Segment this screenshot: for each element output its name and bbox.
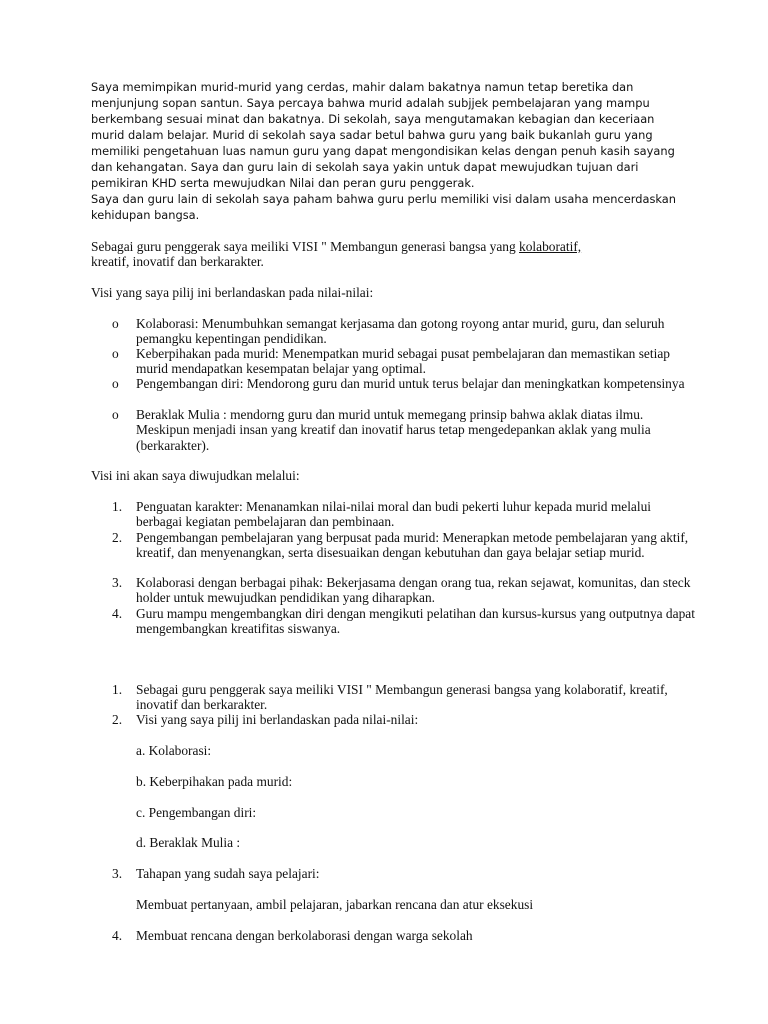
- realization-item-text: Penguatan karakter: Menanamkan nilai-nilai moral dan budi pekerti luhur kepada murid melalui berbagai kegiatan pembelajaran dan pembinaan.: [136, 499, 651, 530]
- bullet-marker: o: [112, 407, 119, 422]
- summary-item: [112, 866, 696, 881]
- realization-heading: Visi ini akan saya diwujudkan melalui:: [91, 468, 300, 483]
- realization-item-text: Guru mampu mengembangkan diri dengan mengikuti pelatihan dan kursus-kursus yang outputnya dapat mengembangkan kreatifitas siswanya.: [136, 606, 695, 637]
- list-number: 1.: [112, 499, 123, 514]
- list-number: 2.: [112, 712, 123, 727]
- list-number: 3.: [112, 575, 123, 590]
- list-number: 1.: [112, 682, 123, 697]
- realization-item: [112, 606, 696, 637]
- list-number: 4.: [112, 606, 123, 621]
- value-item: [112, 376, 696, 391]
- realization-item: [112, 575, 696, 606]
- stages-detail: Membuat pertanyaan, ambil pelajaran, jabarkan rencana dan atur eksekusi: [136, 897, 534, 912]
- summary-item-text: Tahapan yang sudah saya pelajari:: [136, 866, 320, 881]
- summary-item-text: Sebagai guru penggerak saya meiliki VISI " Membangun generasi bangsa yang kolaboratif, kreatif, inovatif dan berkarakter.: [136, 682, 668, 713]
- value-item-text: Beraklak Mulia : mendorng guru dan murid untuk memegang prinsip bahwa aklak diatas ilmu. Meskipun menjadi insan yang kreatif dan inovatif harus tetap mengedepankan aklak yang mulia (berkarakter).: [136, 407, 651, 453]
- summary-item: [112, 712, 696, 727]
- summary-item-text: Membuat rencana dengan berkolaborasi dengan warga sekolah: [136, 928, 473, 943]
- value-item-text: Pengembangan diri: Mendorong guru dan murid untuk terus belajar dan meningkatkan kompetensinya: [136, 376, 685, 391]
- bullet-marker: o: [112, 346, 119, 361]
- sub-item-a: a. Kolaborasi:: [136, 743, 212, 758]
- vision-text-end: kreatif, inovatif dan berkarakter.: [91, 254, 264, 270]
- summary-item: [112, 682, 696, 713]
- vision-text-underlined: kolaboratif,: [519, 239, 582, 254]
- list-number: 2.: [112, 530, 123, 545]
- vision-statement: [91, 239, 691, 270]
- summary-item: [112, 928, 696, 943]
- realization-item: [112, 530, 696, 561]
- intro-paragraph-1: Saya memimpikan murid-murid yang cerdas, mahir dalam bakatnya namun tetap beretika dan menjunjung sopan santun. Saya percaya bahwa murid adalah subjjek pembelajaran yang mampu berkembang sesuai minat dan bakatnya. Di sekolah, saya mengutamakan kebagian dan keceriaan murid dalam belajar. Murid di sekolah saya sadar betul bahwa guru yang baik bukanlah guru yang memiliki pengetahuan luas namun guru yang dapat mengondisikan kelas dengan penuh kasih sayang dan kehangatan. Saya dan guru lain di sekolah saya yakin untuk dapat mewujudkan tujuan dari pemikiran KHD serta mewujudkan Nilai dan peran guru penggerak.: [91, 80, 675, 190]
- summary-item-text: Visi yang saya pilij ini berlandaskan pada nilai-nilai:: [136, 712, 419, 727]
- values-heading: Visi yang saya pilij ini berlandaskan pada nilai-nilai:: [91, 285, 374, 300]
- list-number: 3.: [112, 866, 123, 881]
- realization-item: [112, 499, 696, 530]
- intro-section: [91, 79, 691, 223]
- value-item: [112, 346, 696, 377]
- value-item-text: Kolaborasi: Menumbuhkan semangat kerjasama dan gotong royong antar murid, guru, dan seluruh pemangku kepentingan pendidikan.: [136, 316, 665, 347]
- sub-item-d: d. Beraklak Mulia :: [136, 835, 241, 850]
- vision-text-start: Sebagai guru penggerak saya meiliki VISI " Membangun generasi bangsa yang: [91, 239, 520, 254]
- sub-item-c: c. Pengembangan diri:: [136, 805, 257, 820]
- realization-item-text: Kolaborasi dengan berbagai pihak: Bekerjasama dengan orang tua, rekan sejawat, komunitas, dan steck holder untuk mewujudkan pendidikan yang diharapkan.: [136, 575, 691, 606]
- list-number: 4.: [112, 928, 123, 943]
- realization-item-text: Pengembangan pembelajaran yang berpusat pada murid: Menerapkan metode pembelajaran yang aktif, kreatif, dan menyenangkan, serta disesuaikan dengan kebutuhan dan gaya belajar setiap murid.: [136, 530, 689, 561]
- value-item-text: Keberpihakan pada murid: Menempatkan murid sebagai pusat pembelajaran dan memastikan setiap murid mendapatkan kesempatan belajar yang optimal.: [136, 346, 670, 377]
- bullet-marker: o: [112, 316, 119, 331]
- intro-paragraph-2: Saya dan guru lain di sekolah saya paham bahwa guru perlu memiliki visi dalam usaha mencerdaskan kehidupan bangsa.: [91, 192, 676, 222]
- value-item: [112, 407, 696, 453]
- bullet-marker: o: [112, 376, 119, 391]
- value-item: [112, 316, 696, 347]
- sub-item-b: b. Keberpihakan pada murid:: [136, 774, 293, 789]
